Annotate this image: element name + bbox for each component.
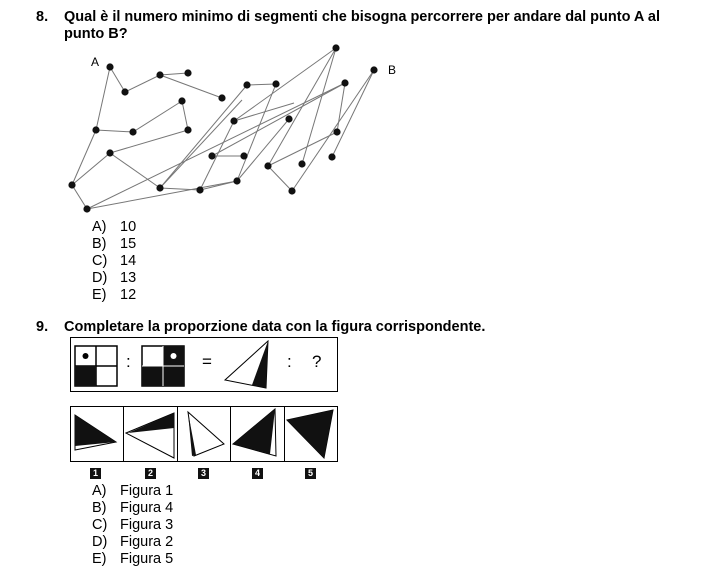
graph-node bbox=[298, 160, 305, 167]
answer-figures bbox=[70, 406, 338, 462]
graph-node bbox=[328, 153, 335, 160]
graph-node bbox=[83, 205, 90, 212]
proportion-equals: = bbox=[202, 352, 212, 371]
graph-node bbox=[333, 128, 340, 135]
graph-segment bbox=[72, 130, 96, 185]
graph-segment bbox=[96, 67, 110, 130]
figure-number-3: 3 bbox=[198, 468, 209, 479]
graph-segment bbox=[337, 83, 345, 132]
q8-option-d[interactable] bbox=[92, 270, 136, 287]
graph-node bbox=[272, 80, 279, 87]
graph-node bbox=[230, 117, 237, 124]
proportion-question-mark: ? bbox=[312, 352, 322, 371]
graph-node bbox=[156, 71, 163, 78]
option-letter: D) bbox=[92, 270, 108, 286]
graph-node bbox=[285, 115, 292, 122]
option-value: Figura 5 bbox=[120, 551, 174, 567]
option-letter: E) bbox=[92, 551, 107, 567]
graph-segment bbox=[160, 73, 188, 75]
figure-number-5: 5 bbox=[305, 468, 316, 479]
graph-segment bbox=[110, 67, 125, 92]
option-letter: A) bbox=[92, 483, 107, 499]
option-letter: C) bbox=[92, 253, 108, 269]
graph-node bbox=[243, 81, 250, 88]
question-9-number: 9. bbox=[36, 319, 49, 335]
option-value: Figura 3 bbox=[120, 517, 174, 533]
q9-option-b[interactable] bbox=[92, 500, 173, 517]
graph-node bbox=[106, 63, 113, 70]
option-letter: B) bbox=[92, 236, 107, 252]
graph-node bbox=[240, 152, 247, 159]
option-value: 12 bbox=[120, 287, 137, 303]
graph-node bbox=[264, 162, 271, 169]
option-letter: E) bbox=[92, 287, 107, 303]
graph-segment bbox=[160, 100, 242, 188]
graph-segment bbox=[87, 83, 345, 209]
option-value: Figura 1 bbox=[120, 483, 174, 499]
q8-option-b[interactable] bbox=[92, 236, 136, 253]
option-value: Figura 2 bbox=[120, 534, 174, 550]
graph-node bbox=[208, 152, 215, 159]
graph-segment bbox=[160, 75, 222, 98]
graph-node bbox=[218, 94, 225, 101]
point-b-label: B bbox=[388, 63, 397, 77]
option-letter: B) bbox=[92, 500, 107, 516]
question-8-text-line1: Qual è il numero minimo di segmenti che bisogna percorrere per andare dal punto A al bbox=[64, 9, 660, 25]
option-letter: A) bbox=[92, 219, 107, 235]
graph-segment bbox=[96, 130, 133, 132]
option-value: 15 bbox=[120, 236, 137, 252]
graph-node bbox=[288, 187, 295, 194]
q8-option-c[interactable] bbox=[92, 253, 136, 270]
graph-node bbox=[370, 66, 377, 73]
option-letter: C) bbox=[92, 517, 108, 533]
graph-segment bbox=[247, 84, 276, 85]
proportion-colon-2: : bbox=[287, 352, 292, 371]
q9-option-d[interactable] bbox=[92, 534, 173, 551]
option-value: Figura 4 bbox=[120, 500, 174, 516]
graph-segment bbox=[133, 101, 182, 132]
graph-segment bbox=[125, 75, 160, 92]
graph-segment bbox=[292, 70, 374, 191]
graph-segment bbox=[268, 48, 336, 166]
question-8-number: 8. bbox=[36, 9, 49, 25]
graph-segment bbox=[160, 85, 247, 188]
graph-node bbox=[106, 149, 113, 156]
figure-number-4: 4 bbox=[252, 468, 263, 479]
q9-option-a[interactable] bbox=[92, 483, 173, 500]
square-figure-2 bbox=[142, 346, 184, 386]
question-9-text: Completare la proporzione data con la figura corrispondente. bbox=[64, 319, 486, 335]
q8-option-a[interactable] bbox=[92, 219, 136, 236]
option-value: 10 bbox=[120, 219, 137, 235]
graph-segment bbox=[200, 181, 237, 190]
graph-segment bbox=[110, 153, 160, 188]
option-value: 14 bbox=[120, 253, 137, 269]
graph-node bbox=[233, 177, 240, 184]
graph-segment bbox=[268, 166, 292, 191]
point-a-label: A bbox=[91, 55, 100, 69]
proportion-colon-1: : bbox=[126, 352, 131, 371]
segment-graph bbox=[0, 0, 719, 230]
graph-node bbox=[121, 88, 128, 95]
graph-segment bbox=[110, 130, 188, 153]
option-value: 13 bbox=[120, 270, 137, 286]
graph-node bbox=[184, 69, 191, 76]
dot-icon bbox=[83, 353, 89, 359]
graph-node bbox=[178, 97, 185, 104]
q8-option-e[interactable] bbox=[92, 287, 136, 304]
graph-segment bbox=[72, 153, 110, 185]
graph-node bbox=[332, 44, 339, 51]
figure-number-1: 1 bbox=[90, 468, 101, 479]
graph-segment bbox=[332, 70, 374, 157]
square-figure-1 bbox=[75, 346, 117, 386]
figure-number-2: 2 bbox=[145, 468, 156, 479]
graph-node bbox=[341, 79, 348, 86]
graph-node bbox=[92, 126, 99, 133]
dot-icon bbox=[171, 353, 177, 359]
q9-option-e[interactable] bbox=[92, 551, 173, 568]
graph-node bbox=[184, 126, 191, 133]
question-8-text-line2: punto B? bbox=[64, 26, 128, 42]
graph-segment bbox=[72, 185, 87, 209]
option-letter: D) bbox=[92, 534, 108, 550]
graph-node bbox=[156, 184, 163, 191]
graph-segment bbox=[182, 101, 188, 130]
q9-option-c[interactable] bbox=[92, 517, 173, 534]
graph-node bbox=[68, 181, 75, 188]
graph-node bbox=[129, 128, 136, 135]
graph-node bbox=[196, 186, 203, 193]
